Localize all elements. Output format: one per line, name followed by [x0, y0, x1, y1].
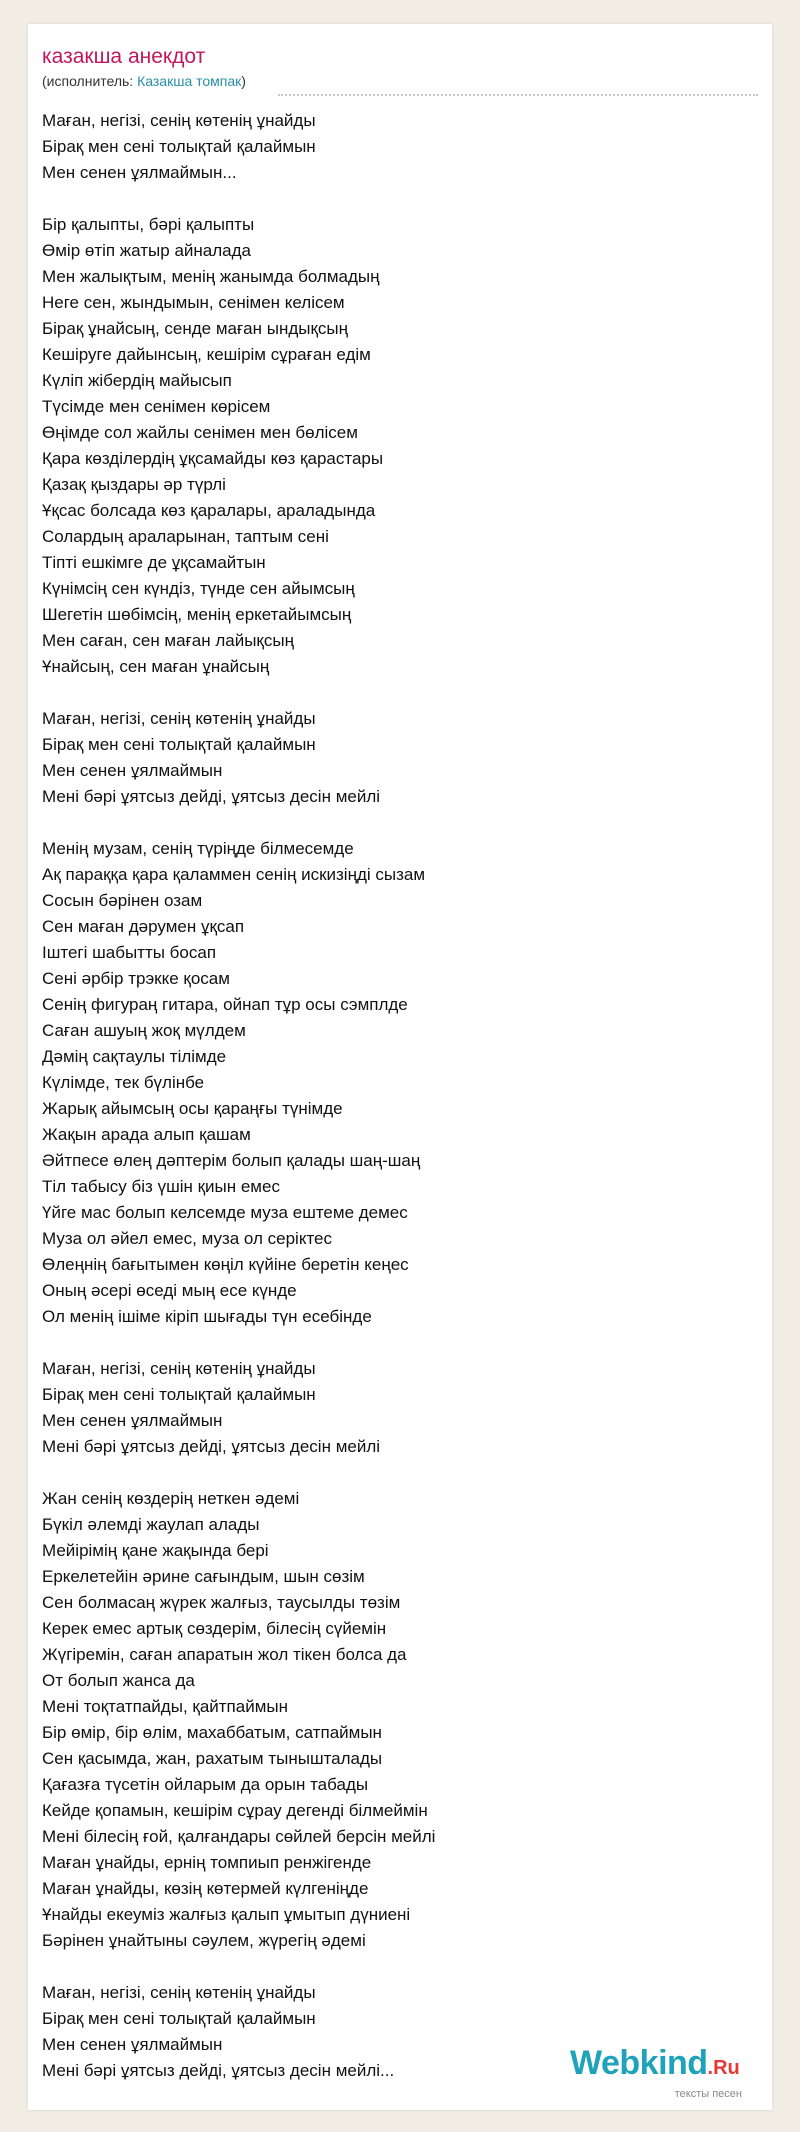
performer-link[interactable]: Казакша томпак — [137, 73, 242, 89]
lyric-line: Бір өмір, бір өлім, махаббатым, сатпаймын — [42, 1723, 382, 1742]
lyric-line: Ұнайсың, сен маған ұнайсың — [42, 657, 270, 676]
lyric-line: Менің музам, сенің түріңде білмесемде — [42, 839, 354, 858]
lyric-line: Оның әсері өседі мың есе күнде — [42, 1281, 297, 1300]
lyric-line: Жүгіремін, саған апаратын жол тікен болса да — [42, 1645, 407, 1664]
lyric-line: Жан сенің көздерің неткен әдемі — [42, 1489, 300, 1508]
lyric-line: Қағазға түсетін ойларым да орын табады — [42, 1775, 369, 1794]
lyric-line: От болып жанса да — [42, 1671, 195, 1690]
lyric-line: Сен қасымда, жан, рахатым тынышталады — [42, 1749, 383, 1768]
lyric-line: Бір қалыпты, бәрі қалыпты — [42, 215, 255, 234]
logo-word: Webkind — [570, 2044, 708, 2082]
lyric-line: Бірақ мен сені толықтай қалаймын — [42, 1385, 316, 1404]
lyric-line: Жарық айымсың осы қараңғы түнімде — [42, 1099, 343, 1118]
lyric-line: Маған ұнайды, көзің көтермей күлгеніңде — [42, 1879, 369, 1898]
lyric-line: Жақын арада алып қашам — [42, 1125, 251, 1144]
lyric-line: Мені білесің ғой, қалғандары сөйлей берсін мейлі — [42, 1827, 436, 1846]
lyric-line: Мені бәрі ұятсыз дейді, ұятсыз десін мейлі — [42, 787, 381, 806]
lyric-line: Ақ параққа қара қаламмен сенің искизіңді сызам — [42, 865, 426, 884]
lyric-line: Маған ұнайды, ернің томпиып ренжігенде — [42, 1853, 372, 1872]
lyrics-stanza — [42, 706, 742, 810]
logo-main — [570, 2045, 760, 2088]
lyric-line: Кешіруге дайынсың, кешірім сұраған едім — [42, 345, 371, 364]
lyric-line: Шегетін шөбімсің, менің еркетайымсың — [42, 605, 352, 624]
lyric-line: Сен болмасаң жүрек жалғыз, таусылды төзім — [42, 1593, 401, 1612]
lyric-line: Маған, негізі, сенің көтенің ұнайды — [42, 111, 316, 130]
lyrics-stanza — [42, 1356, 742, 1460]
lyric-line: Тіпті ешкімге де ұқсамайтын — [42, 553, 266, 572]
lyric-line: Сені әрбір трэкке қосам — [42, 969, 230, 988]
lyric-line: Күліп жібердің майысып — [42, 371, 232, 390]
lyric-line: Ұқсас болсада көз қаралары, араладында — [42, 501, 376, 520]
lyric-line: Сенің фигураң гитара, ойнап тұр осы сэмплде — [42, 995, 408, 1014]
lyric-line: Ол менің ішіме кіріп шығады түн есебінде — [42, 1307, 372, 1326]
lyric-line: Өмір өтіп жатыр айналада — [42, 241, 251, 260]
lyric-line: Муза ол әйел емес, муза ол серіктес — [42, 1229, 333, 1248]
lyric-line: Сен маған дәрумен ұқсап — [42, 917, 245, 936]
lyric-line: Іштегі шабытты босап — [42, 943, 217, 962]
lyrics-stanza — [42, 212, 742, 680]
lyric-line: Қара көзділердің ұқсамайды көз қарастары — [42, 449, 384, 468]
lyric-line: Солардың араларынан, таптым сені — [42, 527, 329, 546]
lyric-line: Әйтпесе өлең дәптерім болып қалады шаң-шаң — [42, 1151, 421, 1170]
lyric-line: Күлімде, тек бүлінбе — [42, 1073, 205, 1092]
dotted-divider — [278, 94, 758, 96]
lyric-line: Ұнайды екеуміз жалғыз қалып ұмытып дүниені — [42, 1905, 411, 1924]
lyric-line: Бүкіл әлемді жаулап алады — [42, 1515, 260, 1534]
lyric-line: Маған, негізі, сенің көтенің ұнайды — [42, 1983, 316, 2002]
lyric-line: Мейірімің қане жақында бері — [42, 1541, 269, 1560]
lyric-line: Мен сенен ұялмаймын — [42, 761, 223, 780]
lyric-line: Тіл табысу біз үшін қиын емес — [42, 1177, 280, 1196]
lyric-line: Мен сенен ұялмаймын... — [42, 163, 237, 182]
lyric-line: Бірақ мен сені толықтай қалаймын — [42, 735, 316, 754]
lyric-line: Мен жалықтым, менің жанымда болмадың — [42, 267, 380, 286]
lyric-line: Мен саған, сен маған лайықсың — [42, 631, 294, 650]
lyric-line: Қазақ қыздары әр түрлі — [42, 475, 226, 494]
lyric-line: Дәмің сақтаулы тілімде — [42, 1047, 227, 1066]
lyrics-body — [42, 108, 742, 2084]
lyric-line: Кейде қопамын, кешірім сұрау дегенді білмеймін — [42, 1801, 428, 1820]
lyric-line: Сосын бәрінен озам — [42, 891, 203, 910]
song-card — [28, 24, 772, 2110]
lyric-line: Саған ашуың жоқ мүлдем — [42, 1021, 246, 1040]
site-logo[interactable] — [570, 2045, 760, 2100]
performer-suffix: ) — [241, 73, 246, 89]
lyric-line: Үйге мас болып келсемде муза ештеме демес — [42, 1203, 408, 1222]
lyric-line: Мен сенен ұялмаймын — [42, 1411, 223, 1430]
lyrics-stanza — [42, 836, 742, 1330]
lyric-line: Еркелетейін әрине сағындым, шын сөзім — [42, 1567, 365, 1586]
lyric-line: Керек емес артық сөздерім, білесің сүйемін — [42, 1619, 387, 1638]
lyric-line: Мені тоқтатпайды, қайтпаймын — [42, 1697, 289, 1716]
lyric-line: Өлеңнің бағытымен көңіл күйіне беретін кеңес — [42, 1255, 409, 1274]
lyric-line: Мені бәрі ұятсыз дейді, ұятсыз десін мейлі... — [42, 2061, 395, 2080]
lyrics-stanza — [42, 108, 742, 186]
performer-line — [42, 72, 246, 90]
logo-tagline: тексты песен — [674, 2088, 742, 2100]
performer-prefix: (исполнитель: — [42, 73, 138, 89]
lyric-line: Мен сенен ұялмаймын — [42, 2035, 223, 2054]
lyric-line: Бірақ мен сені толықтай қалаймын — [42, 2009, 316, 2028]
lyric-line: Мені бәрі ұятсыз дейді, ұятсыз десін мейлі — [42, 1437, 381, 1456]
lyric-line: Неге сен, жындымын, сенімен келісем — [42, 293, 345, 312]
lyric-line: Өңімде сол жайлы сенімен мен бөлісем — [42, 423, 358, 442]
lyric-line: Бірақ мен сені толықтай қалаймын — [42, 137, 316, 156]
lyrics-stanza — [42, 1486, 742, 1954]
lyric-line: Бірақ ұнайсың, сенде маған ындықсың — [42, 319, 349, 338]
song-title: казакша анекдот — [42, 45, 206, 68]
logo-tld: .Ru — [707, 2057, 740, 2079]
lyric-line: Маған, негізі, сенің көтенің ұнайды — [42, 709, 316, 728]
lyric-line: Түсімде мен сенімен көрісем — [42, 397, 271, 416]
lyric-line: Күнімсің сен күндіз, түнде сен айымсың — [42, 579, 355, 598]
lyric-line: Бәрінен ұнайтыны сәулем, жүрегің әдемі — [42, 1931, 366, 1950]
lyric-line: Маған, негізі, сенің көтенің ұнайды — [42, 1359, 316, 1378]
